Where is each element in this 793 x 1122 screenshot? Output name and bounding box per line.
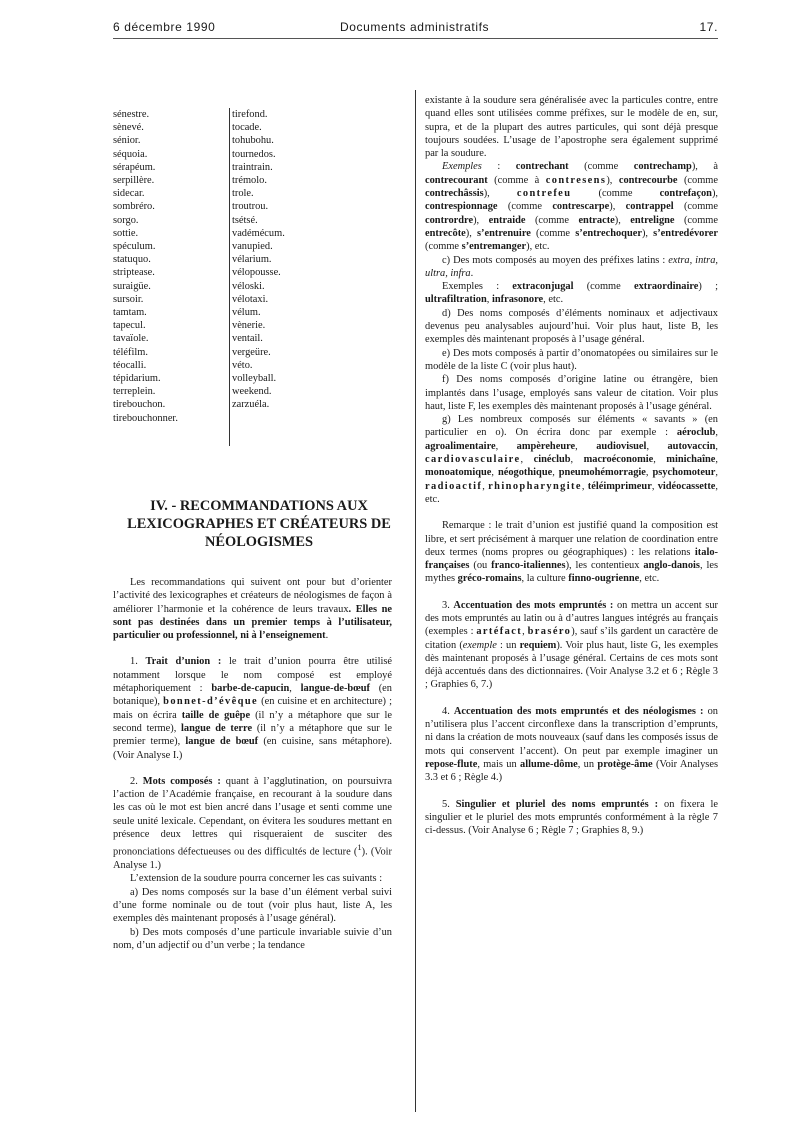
word-list-item: sènevé. [113, 122, 144, 134]
example-word: contrecourbe [618, 174, 678, 186]
word-list-divider [229, 108, 230, 446]
paragraph [425, 254, 718, 281]
example-word: autovaccin [667, 440, 716, 452]
remark-paragraph [425, 519, 718, 585]
word-list-item: vadémécum. [232, 227, 285, 239]
separator: , [570, 454, 584, 466]
example-word: entracte [578, 214, 615, 226]
text-run: (comme [571, 188, 660, 200]
text-run: (comme [573, 281, 634, 293]
text-run: (ou [469, 560, 492, 572]
plural-paragraph [425, 798, 718, 838]
paragraph [425, 280, 718, 307]
text-run: ), [483, 188, 517, 200]
example-word: requiem [519, 639, 557, 651]
text-run: ), les contentieux [565, 560, 644, 572]
text-run: , la culture [521, 573, 569, 585]
example-word: bonnet-d’évêque [163, 696, 259, 708]
example-word: monoatomique [425, 467, 492, 479]
text-run: le trait d’union pourra être utilisé notamment lorsque le nom composé est employé métaphoriquement : [113, 656, 392, 695]
word-list-item: statuquo. [113, 254, 151, 266]
word-list-column-2 [232, 108, 342, 412]
example-word: contrefeu [516, 188, 572, 200]
separator: , [715, 467, 718, 479]
text-run: : un [496, 639, 520, 651]
word-list-item: vélum. [232, 307, 261, 319]
example-word: barbe-de-capucin [211, 683, 290, 695]
word-list-item: tirebouchon. [113, 399, 166, 411]
word-list-item: tapecul. [113, 320, 146, 332]
example-word: italo-françaises [425, 546, 718, 572]
text-run: on fixera le singulier et le pluriel des mots empruntés conformément à la règle 7 ci-dessus. (Voir Analyse 6 ; Règle 7 ; Graphies 8, 9.) [425, 798, 719, 837]
separator: , [715, 440, 719, 452]
word-list-item: striptease. [113, 267, 155, 279]
word-list-item: séquoia. [113, 148, 148, 160]
word-list-item: tsétsé. [232, 214, 258, 226]
italic-text: exemple [462, 639, 497, 651]
text-run: Les recommandations qui suivent ont pour but d’orienter l’activité des lexicographes et créateurs de néologismes de façon à améliorer l’harmonie et la cohérence de leurs travaux [113, 577, 392, 615]
text-run: g) Les nombreux composés sur éléments « savants » (en particulier en o). On écrira donc par exemple : [425, 414, 718, 439]
example-word: extraordinaire [633, 281, 699, 293]
example-word: ampèreheure [516, 440, 576, 452]
paragraph: e) Des mots composés à partir d’onomatopées ou similaires sur le modèle de la liste C (voir plus haut). [425, 347, 718, 372]
text-run: c) Des mots composés au moyen des préfixes latins : [442, 254, 669, 266]
word-list-item: weekend. [232, 386, 272, 398]
paragraph: d) Des noms composés d’éléments nominaux et adjectivaux devenus peu analysables aujourd’hui. Voir plus haut, liste B, les exemples dès maintenant proposés à l’usage général. [425, 307, 718, 346]
example-word: aéroclub [676, 427, 716, 439]
example-word: contrordre [425, 214, 474, 226]
text-run: . [470, 267, 474, 279]
word-list-item: sorgo. [113, 214, 139, 226]
word-list-item: tirefond. [232, 109, 268, 120]
text-run: , etc. [639, 573, 660, 585]
word-list-item: tocade. [232, 122, 262, 134]
word-list-item: sénestre. [113, 109, 150, 120]
separator: , [715, 427, 718, 439]
left-column-text [113, 576, 392, 952]
section-title-line: LEXICOGRAPHES ET CRÉATEURS DE [127, 516, 391, 532]
separator: , [715, 454, 718, 466]
word-list-item: vélopousse. [232, 267, 281, 279]
example-word: franco-italiennes [491, 560, 566, 572]
text-run: ), [473, 214, 489, 226]
paragraph: existante à la soudure sera généralisée avec la particules contre, entre quand elles sont utilisées comme préfixes, sur le modèle de en, sur, supra, et de la plupart des autres particules, qui sont déjà presque toujours soudées. L’usage de l’apostrophe sera également supprimé par la soudure. [425, 95, 718, 160]
word-list-column-1 [113, 108, 231, 425]
header-page-number: 17. [699, 20, 718, 34]
text-run: ), [465, 227, 477, 239]
item-title: Trait d’union : [145, 656, 222, 668]
header-date: 6 décembre 1990 [113, 20, 216, 34]
column-divider [415, 90, 416, 1112]
word-list-item: vélarium. [232, 254, 272, 266]
example-word: contrechant [515, 161, 569, 173]
word-list-item: tavaïole. [113, 333, 149, 345]
text-run: ). (Voir Analyse 1.) [113, 846, 392, 872]
text-run: (comme [425, 241, 462, 253]
word-list-item: vanupied. [232, 241, 273, 253]
word-list-item: tohubohu. [232, 135, 274, 147]
text-run: ), [614, 214, 631, 226]
example-word: s’entremanger [461, 241, 527, 253]
word-list-item: véto. [232, 359, 253, 371]
item-title: Singulier et pluriel des noms empruntés : [455, 798, 659, 810]
separator: , [646, 440, 668, 452]
word-list-item: ventail. [232, 333, 263, 345]
separator: , [653, 454, 667, 466]
word-list-item: téléfilm. [113, 346, 148, 358]
word-list-item: sursoir. [113, 293, 144, 305]
text-run: : [481, 161, 516, 173]
separator: , [491, 467, 498, 479]
word-list-item: serpillère. [113, 175, 155, 187]
word-list-item: vergeüre. [232, 346, 271, 358]
word-list-item: vènerie. [232, 320, 266, 332]
section-title-line: IV. - RECOMMANDATIONS AUX [150, 498, 368, 514]
italic-text: extra, intra, ultra, infra [425, 254, 718, 279]
text-run: (comme [497, 201, 553, 213]
example-word: taille de guêpe [181, 709, 251, 721]
word-list-item: vélotaxi. [232, 293, 269, 305]
text-run: (Voir Analyses 3.3 et 6 ; Règle 4.) [425, 758, 719, 784]
text-run: ), à [691, 161, 718, 173]
word-list-item: tournedos. [232, 148, 276, 160]
example-word: repose-flute [425, 758, 478, 770]
paragraph: a) Des noms composés sur la base d’un élément verbal suivi d’une forme nominale ou de tout (voir plus haut, liste A, les exemples dès maintenant proposés à l’usage général). [113, 886, 392, 925]
example-word: téléimprimeur [587, 480, 652, 492]
word-list-item: terreplein. [113, 386, 156, 398]
separator: , [520, 454, 534, 466]
text-run: ), [606, 174, 619, 186]
word-list-item: troutrou. [232, 201, 269, 213]
item-number: 4. [442, 705, 454, 717]
text-run: , [289, 683, 301, 695]
example-word: contrechâssis [425, 188, 484, 200]
text-run: ). Voir plus haut, liste G, les exemples dès maintenant proposés à l’usage général. Certains de ces mots sont déjà accentués dans des dictionnaires. (Voir Analyse 3.2 et 6 ; Règle 3 ; Graphies 6, 7.) [425, 639, 718, 691]
text-run: ), [641, 227, 654, 239]
italic-text: Exemples [442, 161, 482, 173]
item-title: Accentuation des mots empruntés : [453, 599, 614, 611]
text-run: Remarque : le trait d’union est justifié quand la composition est libre, et sert précisément à marquer une relation de coordination entre deux termes (noms propres ou géographiques) : les relations [425, 520, 718, 558]
word-list-item: sérapéum. [113, 161, 156, 173]
hyphen-paragraph [113, 655, 392, 761]
example-word: minichaîne [666, 454, 716, 466]
example-word: gréco-romains [457, 573, 522, 585]
text-run: ), sauf s’ils gardent un caractère de citation ( [425, 626, 719, 651]
example-word: langue-de-bœuf [300, 683, 370, 695]
text-run: (il n’y a métaphore que sur le premier terme), [113, 722, 392, 748]
example-word: contrappel [625, 201, 674, 213]
text-run: (comme à [487, 174, 546, 186]
example-word: langue de terre [181, 722, 253, 734]
item-number: 1. [130, 656, 146, 668]
header-title: Documents administratifs [340, 20, 490, 34]
word-list-item: sombréro. [113, 201, 155, 213]
separator: , [482, 480, 489, 492]
text-run: (en cuisine et en architecture) ; mais on écrira [113, 696, 393, 721]
text-run: (comme [568, 161, 634, 173]
example-word: s’entredévorer [653, 227, 718, 239]
item-title: Mots composés : [142, 775, 221, 787]
word-list-item: spéculum. [113, 241, 156, 253]
paragraph: f) Des noms composés d’origine latine ou étrangère, bien implantés dans l’usage, employés sans valeur de citation. Voir plus haut, liste F, les exemples dès maintenant proposés à l’usage général. [425, 374, 718, 412]
example-word: macroéconomie [583, 454, 654, 466]
text-run: (comme [525, 214, 579, 226]
word-list-item: volleyball. [232, 373, 277, 385]
word-list-item: trole. [232, 188, 254, 200]
header-rule [113, 38, 718, 39]
example-word: s’entrenuire [476, 227, 531, 239]
compound-paragraph [113, 775, 392, 873]
example-word: anglo-danois [643, 560, 700, 572]
example-word: braséro [527, 626, 572, 638]
text-run: , etc. [543, 294, 564, 306]
right-column-text [425, 94, 718, 837]
example-word: psychomoteur [652, 467, 716, 479]
separator: , [651, 480, 658, 492]
text-run: (comme [673, 201, 718, 213]
bold-text: . Elles ne sont pas destinées dans un premier temps à l’utilisateur, particulier ou professionnel, ni à l’enseignement [113, 603, 393, 642]
text-run: (comme [677, 174, 718, 186]
word-list-item: téocalli. [113, 359, 147, 371]
text-run: ), [609, 201, 626, 213]
text-run: , etc. [425, 480, 719, 505]
example-word: s’entrechoquer [575, 227, 642, 239]
example-word: protège-âme [597, 758, 653, 770]
example-word: vidéocassette [657, 480, 716, 492]
text-run: Exemples : [442, 281, 513, 293]
separator: , [495, 440, 517, 452]
text-run: , un [577, 758, 598, 770]
word-list-item: sénior. [113, 135, 141, 147]
example-word: allume-dôme [520, 758, 578, 770]
word-list-item: zarzuéla. [232, 399, 270, 411]
text-run: , mais un [477, 758, 520, 770]
example-word: audiovisuel [596, 440, 647, 452]
paragraph [425, 413, 718, 506]
example-word: contrespionnage [425, 201, 498, 213]
example-word: contrecourant [425, 174, 488, 186]
word-list-item: sottie. [113, 227, 139, 239]
text-run: (il n’y a métaphore que sur le second terme), [113, 709, 392, 734]
text-run: (comme [530, 227, 576, 239]
separator: , [552, 467, 559, 479]
example-word: entraide [488, 214, 526, 226]
example-word: contrefaçon [659, 188, 712, 200]
example-word: finno-ougrienne [568, 573, 640, 585]
text-run: . [325, 630, 329, 642]
word-list-item: traintrain. [232, 161, 273, 173]
text-run: , [522, 626, 528, 638]
paragraph: b) Des mots composés d’une particule invariable suivie d’un nom, d’un adjectif ou d’un verbe ; la tendance [113, 926, 392, 951]
separator: , [645, 467, 653, 479]
word-list-item: suraigüe. [113, 280, 151, 292]
item-number: 2. [130, 775, 143, 787]
text-run: (comme [674, 214, 719, 226]
example-word: langue de bœuf [185, 736, 259, 748]
example-word: ultrafiltration [425, 294, 487, 306]
example-word: artéfact [476, 626, 523, 638]
word-list-item: trémolo. [232, 175, 267, 187]
example-word: contrescarpe [552, 201, 610, 213]
example-word: agroalimentaire [425, 440, 496, 452]
item-number: 3. [442, 599, 454, 611]
word-list-item: tépidarium. [113, 373, 161, 385]
circumflex-paragraph [425, 705, 718, 785]
text-run: ), [711, 188, 718, 200]
page-header [113, 20, 718, 38]
text-run: , les mythes [425, 560, 718, 585]
example-word: infrasonore [491, 294, 544, 306]
separator: , [581, 480, 588, 492]
text-run: on n’utilisera plus l’accent circonflexe dans la transcription d’emprunts, ni dans la création de mots nouveaux (sauf dans les composés issus de mots qui conservent l’accent). On peut par exemple imaginer un [425, 705, 718, 757]
intro-paragraph [113, 576, 392, 642]
example-word: néogothique [497, 467, 553, 479]
paragraph: L’extension de la soudure pourra concerner les cas suivants : [130, 873, 383, 885]
text-run: quant à l’agglutination, on poursuivra l’action de l’Académie française, en recourant à la soudure dans les cas où le mot est bien ancré dans l’usage et senti comme une seule unité lexicale. Cependant, on évitera les soudures mettant en présence deux lettres qui risqueraient de susciter des prononciations défectueuses ou des difficultés de lecture ( [113, 775, 392, 858]
text-run: , [486, 294, 492, 306]
item-title: Accentuation des mots empruntés et des néologismes : [453, 705, 704, 717]
text-run: on mettra un accent sur des mots empruntés au latin ou à d’autres langues intégrés au français (exemples : [425, 599, 718, 638]
text-run: ), etc. [526, 241, 550, 253]
examples-paragraph [425, 160, 718, 253]
example-word: cinéclub [533, 454, 571, 466]
text-run: (en botanique), [113, 683, 392, 708]
text-run: (en cuisine, sans métaphore). (Voir Analyse I.) [113, 736, 392, 761]
example-word: pneumohémorragie [558, 467, 646, 479]
example-word: contresens [545, 174, 607, 186]
footnote-ref: 1 [357, 842, 362, 853]
word-list-item: sidecar. [113, 188, 145, 200]
section-title [113, 497, 405, 551]
text-run: ) ; [698, 281, 718, 293]
example-word: entrecôte [425, 227, 466, 239]
word-list-item: tamtam. [113, 307, 147, 319]
accent-paragraph [425, 599, 718, 692]
example-word: extraconjugal [512, 281, 574, 293]
example-word: radioactif [425, 480, 483, 492]
item-number: 5. [442, 798, 456, 810]
section-title-line: NÉOLOGISMES [205, 534, 313, 550]
example-word: entreligne [630, 214, 675, 226]
word-list-item: véloski. [232, 280, 265, 292]
example-word: contrechamp [633, 161, 692, 173]
word-list-item: tirebouchonner. [113, 412, 178, 424]
separator: , [575, 440, 597, 452]
example-word: cardiovasculaire [425, 454, 521, 466]
example-word: rhinopharyngite [488, 480, 582, 492]
